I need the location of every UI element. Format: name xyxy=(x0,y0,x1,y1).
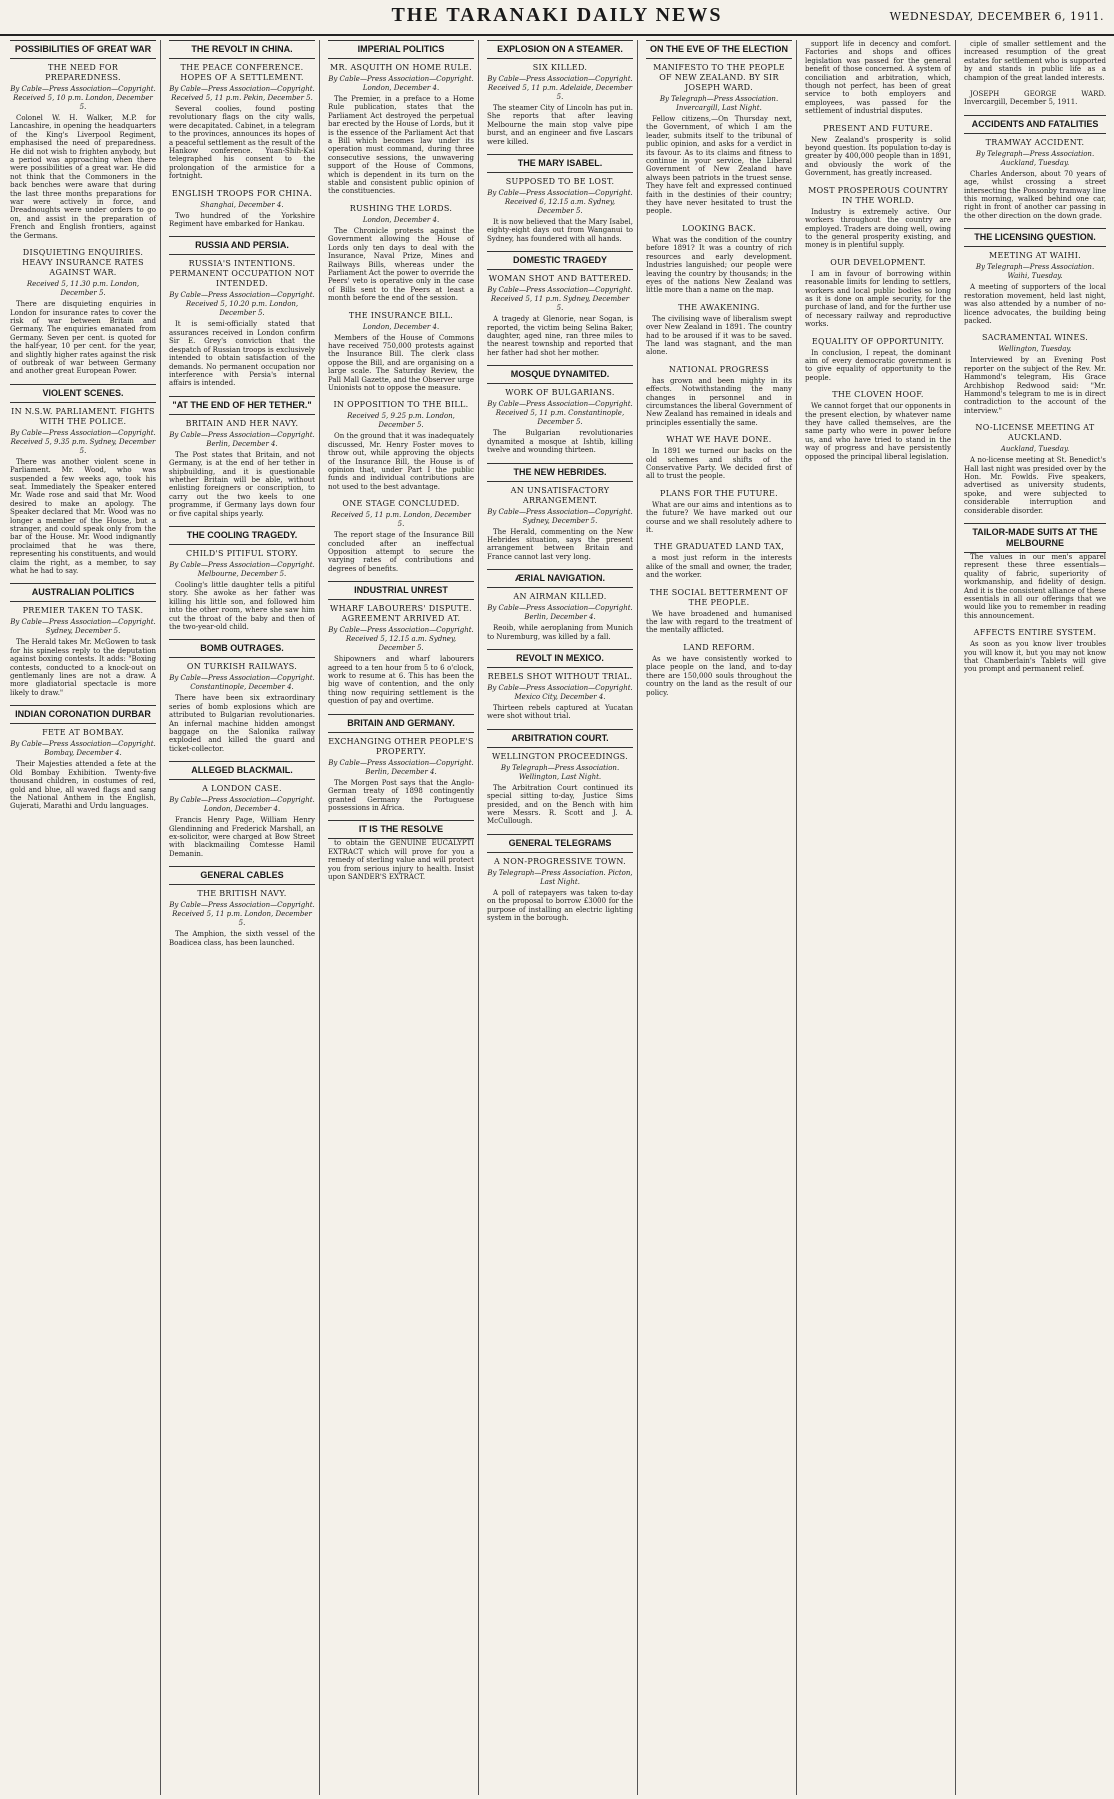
article-body: The civilising wave of liberalism swept over New Zealand in 1891. The country had to be aroused if it was to be saved. The land was stagnant, and the man alone. xyxy=(646,314,792,357)
article-dateline: By Cable—Press Association—Copyright. London, December 4. xyxy=(328,75,474,92)
article-body: The steamer City of Lincoln has put in. She reports that after leaving Melbourne the main stop valve pipe burst, and an engineer and five Lascars were killed. xyxy=(487,104,633,146)
article xyxy=(10,40,156,240)
article xyxy=(646,588,792,635)
article xyxy=(487,649,633,721)
article-headline: THE COOLING TRAGEDY. xyxy=(169,526,315,545)
article xyxy=(10,583,156,697)
article-body: We cannot forget that our opponents in the present election, by whatever name they have called themselves, are the same party who were in power before us, and who have tried to stand in the way of progress and have persistently opposed the principal liberal legislation. xyxy=(805,402,951,461)
article-body: JOSEPH GEORGE WARD. Invercargill, December 5, 1911. xyxy=(964,90,1106,107)
article-dateline: By Cable—Press Association—Copyright. Received 5, 11 p.m. Constantinople, December 5. xyxy=(487,400,633,427)
article-subhead: ONE STAGE CONCLUDED. xyxy=(342,499,460,509)
article xyxy=(964,333,1106,415)
article-subhead: THE INSURANCE BILL. xyxy=(348,310,454,320)
article-dateline: By Telegraph—Press Association. Wellington, Last Night. xyxy=(500,763,620,781)
masthead xyxy=(0,0,1114,36)
article-dateline: London, December 4. xyxy=(362,215,440,224)
article xyxy=(805,258,951,329)
article-body: It is now believed that the Mary Isabel, eighty-eight days out from Wanganui to Sydney, has foundered with all hands. xyxy=(487,218,633,243)
article-subhead: MEETING AT WAIHI. xyxy=(988,251,1082,261)
article xyxy=(10,384,156,576)
article-body: Two hundred of the Yorkshire Regiment have embarked for Hankau. xyxy=(169,211,315,229)
article-headline: AUSTRALIAN POLITICS xyxy=(10,583,156,602)
article xyxy=(328,499,474,573)
article-body: Colonel W. H. Walker, M.P. for Lancashire, in opening the headquarters of the King's Liverpool Regiment, emphasised the need of preparedness. He did not wish to frighten anybody, but a period was approaching when there were possibilities of a great war. He did not think that the Commoners in the back benches were aware that during the last three months preparations for war were actively in force, and Dreadnoughts were under orders to go on, and assist in the preparation of French and English frontiers, against the Germans. xyxy=(10,114,156,240)
article-body: The Arbitration Court continued its special sitting to-day, Justice Sims presided, and on the Bench with him were Messrs. R. Scott and J. A. McCullough. xyxy=(487,783,633,826)
article xyxy=(964,228,1106,325)
article-dateline: By Cable—Press Association—Copyright. Constantinople, December 4. xyxy=(169,674,315,692)
article-body: The Premier, in a preface to a Home Rule publication, states that the Parliament Act destroyed the perpetual bar erected by the House of Lords, but it is the essence of the Parliament Act that a Bill which becomes law under its operation must command, during three consecutive sessions, the unwavering support of the House of Commons, which is dependent in its turn on the stable and consistent public opinion of the constituencies. xyxy=(328,95,474,196)
article-dateline: By Cable—Press Association—Copyright. Mexico City, December 4. xyxy=(487,683,633,701)
article-subhead: MR. ASQUITH ON HOME RULE. xyxy=(329,63,473,72)
article-headline: ÆRIAL NAVIGATION. xyxy=(487,569,633,588)
article-subhead: DISQUIETING ENQUIRIES. HEAVY INSURANCE RATES AGAINST WAR. xyxy=(22,248,144,278)
article xyxy=(805,186,951,250)
column-3 xyxy=(324,40,479,1795)
article-subhead: EXCHANGING OTHER PEOPLE'S PROPERTY. xyxy=(328,736,474,756)
article xyxy=(169,396,315,518)
article-headline: THE MARY ISABEL. xyxy=(487,154,633,173)
article-body: Charles Anderson, about 70 years of age, whilst crossing a street intersecting the Ponsonby tramway line this morning, walked behind one car, right in front of another car passing in the other direction on the down grade. xyxy=(964,169,1106,220)
article-subhead: THE SOCIAL BETTERMENT OF THE PEOPLE. xyxy=(649,587,789,607)
article xyxy=(328,581,474,705)
article-subhead: TRAMWAY ACCIDENT. xyxy=(985,137,1085,147)
article-dateline: By Cable—Press Association—Copyright. Sydney, December 5. xyxy=(487,507,633,525)
article-dateline: By Cable—Press Association—Copyright. Bombay, December 4. xyxy=(10,740,156,758)
article-body: Francis Henry Page, William Henry Glendinning and Frederick Marshall, an ex-solicitor, were charged at Bow Street with blackmailing Comtesse Hamil Demanin. xyxy=(169,816,315,858)
article-headline: ACCIDENTS AND FATALITIES xyxy=(964,115,1106,134)
article-subhead: A NON-PROGRESSIVE TOWN. xyxy=(494,856,626,866)
article-subhead: RUSSIA'S INTENTIONS. PERMANENT OCCUPATION NOT INTENDED. xyxy=(169,259,315,289)
article-subhead: SUPPOSED TO BE LOST. xyxy=(505,177,615,187)
article-subhead: AFFECTS ENTIRE SYSTEM. xyxy=(973,628,1097,638)
article-subhead: EQUALITY OF OPPORTUNITY. xyxy=(811,336,945,346)
article-body: Members of the House of Commons have received 750,000 protests against the Insurance Bill. The clerk class oppose the Bill, and are organising on a large scale. The Saturday Review, the Pall Mall Gazette, and the Observer urge Unionists not to oppose the measure. xyxy=(328,333,474,392)
article-subhead: A LONDON CASE. xyxy=(202,784,282,794)
article-dateline: Received 5, 11 p.m. London, December 5. xyxy=(331,511,471,529)
article xyxy=(646,40,792,216)
article-headline: ARBITRATION COURT. xyxy=(487,729,633,748)
article xyxy=(487,365,633,454)
article xyxy=(964,523,1106,620)
article xyxy=(805,390,951,461)
article-body: I am in favour of borrowing within reasonable limits for lending to settlers, workers and local public bodies so long as it is done on ample security, for the purchase of land, and for the further use of necessary railway and reproductive works. xyxy=(805,269,951,329)
article-dateline: By Cable—Press Association—Copyright. Received 5, 12.15 a.m. Sydney, December 5. xyxy=(328,626,474,653)
article-body: We have broadened and humanised the law with regard to the treatment of the mentally afflicted. xyxy=(646,609,792,635)
article-dateline: By Cable—Press Association—Copyright. Sydney, December 5. xyxy=(10,618,156,636)
article-headline: EXPLOSION ON A STEAMER. xyxy=(487,40,633,59)
article-body: It is semi-officially stated that assurances received in London confirm Sir E. Grey's conviction that the despatch of Russian troops is exclusively intended to obtain satisfaction of the demands. No permanent occupation nor interference with Persia's internal affairs is intended. xyxy=(169,320,315,388)
article-body: Industry is extremely active. Our workers throughout the country are employed. Traders are doing well, owing to the general prosperity existing, and money is in plentiful supply. xyxy=(805,207,951,250)
article-subhead: THE GRADUATED LAND TAX, xyxy=(653,542,785,552)
article xyxy=(964,90,1106,107)
article-body: What are our aims and intentions as to the future? We have marked out our course and we shall resolutely adhere to it. xyxy=(646,500,792,535)
article-subhead: WORK OF BULGARIANS. xyxy=(505,388,615,398)
article-subhead: MOST PROSPEROUS COUNTRY IN THE WORLD. xyxy=(808,185,948,205)
article-headline: "AT THE END OF HER TETHER." xyxy=(169,396,315,415)
article-headline: BOMB OUTRAGES. xyxy=(169,639,315,658)
article xyxy=(964,115,1106,220)
article xyxy=(646,643,792,697)
article-dateline: Received 5, 11.30 p.m. London, December 5. xyxy=(26,280,140,298)
article-body: Thirteen rebels captured at Yucatan were shot without trial. xyxy=(487,703,633,721)
article-body: a most just reform in the interests alike of the small and owner, the trader, and the worker. xyxy=(646,554,792,580)
article-headline: MOSQUE DYNAMITED. xyxy=(487,365,633,384)
article xyxy=(169,639,315,753)
article-headline: RUSSIA AND PERSIA. xyxy=(169,236,315,255)
article-body: As soon as you know liver troubles you will know it, but you may not know that Chamberlain's Tablets will give you prompt and permanent relief. xyxy=(964,640,1106,674)
article-subhead: BRITAIN AND HER NAVY. xyxy=(185,418,299,428)
article xyxy=(487,40,633,146)
article-subhead: RUSHING THE LORDS. xyxy=(349,203,453,213)
article xyxy=(646,303,792,357)
article-subhead: LOOKING BACK. xyxy=(682,223,756,233)
article-subhead: CHILD'S PITIFUL STORY. xyxy=(186,548,298,558)
article-dateline: By Cable—Press Association—Copyright. London, December 4. xyxy=(169,796,315,814)
article-headline: BRITAIN AND GERMANY. xyxy=(328,714,474,733)
article xyxy=(805,337,951,383)
article-body: The Amphion, the sixth vessel of the Boadicea class, has been launched. xyxy=(169,930,315,947)
article-body: The Herald, commenting on the New Hebrides situation, says the present arrangement between Britain and France cannot last very long. xyxy=(487,527,633,561)
article-dateline: By Cable—Press Association—Copyright. Received 5, 11 p.m. Pekin, December 5. xyxy=(169,85,315,102)
article-subhead: WELLINGTON PROCEEDINGS. xyxy=(491,751,629,761)
article-body: has grown and been mighty in its effects. Notwithstanding the many changes in personnel and in circumstances the liberal Government of New Zealand has remained in ideals and principles essentially the same. xyxy=(646,376,792,427)
article xyxy=(964,423,1106,515)
article xyxy=(487,569,633,641)
article-body: ciple of smaller settlement and the increased resumption of the great estates for settlement who is supported by and stands in public life as a champion of the great landed interests. xyxy=(964,40,1106,82)
column-4 xyxy=(483,40,638,1795)
article-subhead: THE NEED FOR PREPAREDNESS. xyxy=(45,63,121,82)
article-dateline: By Cable—Press Association—Copyright. Received 5, 10.20 p.m. London, December 5. xyxy=(169,291,315,318)
article xyxy=(646,365,792,427)
article xyxy=(805,124,951,178)
article-subhead: WOMAN SHOT AND BATTERED. xyxy=(488,274,632,284)
article-headline: TAILOR-MADE SUITS AT THE MELBOURNE xyxy=(964,523,1106,553)
article xyxy=(328,400,474,491)
article xyxy=(646,224,792,295)
article-body: There are disquieting enquiries in London for insurance rates to cover the risk of war between Britain and Germany. The enquiries emanated from Germany. Seven per cent. is quoted for the half-year, 10 per cent. for the year, and slightly higher rates against the risk of outbreak of war between Germany and another great European Power. xyxy=(10,300,156,376)
article-body: support life in decency and comfort. Factories and shops and offices legislation was passed for the general benefit of those concerned. A system of conciliation and arbitration, which, though not perfect, has been of great service to both employers and employees, was passed for the settlement of industrial disputes. xyxy=(805,40,951,116)
article-dateline: London, December 4. xyxy=(362,322,440,331)
article-subhead: NATIONAL PROGRESS xyxy=(668,364,770,374)
article-headline: THE REVOLT IN CHINA. xyxy=(169,40,315,59)
article-headline: GENERAL TELEGRAMS xyxy=(487,834,633,853)
article-body: On the ground that it was inadequately discussed, Mr. Henry Foster moves to throw out, while approving the objects of the Insurance Bill, the House is of opinion that, under Part I the public funds and individual contributions are not used to the best advantage. xyxy=(328,432,474,491)
article-subhead: THE BRITISH NAVY. xyxy=(197,889,287,899)
article-subhead: REBELS SHOT WITHOUT TRIAL. xyxy=(487,671,633,681)
article-body: The Bulgarian revolutionaries dynamited a mosque at Ishtib, killing twelve and wounding thirteen. xyxy=(487,429,633,455)
article-headline: THE NEW HEBRIDES. xyxy=(487,463,633,482)
article-subhead: THE PEACE CONFERENCE. HOPES OF A SETTLEMENT. xyxy=(180,63,304,82)
article-dateline: By Telegraph—Press Association. Auckland, Tuesday. xyxy=(975,149,1095,167)
article-body: A poll of ratepayers was taken to-day on the proposal to borrow £3000 for the purpose of installing an electric lighting system in the borough. xyxy=(487,888,633,922)
article-dateline: By Telegraph—Press Association. Picton, Last Night. xyxy=(487,868,633,886)
article xyxy=(169,40,315,181)
article xyxy=(169,761,315,858)
article-dateline: Auckland, Tuesday. xyxy=(1000,445,1070,454)
column-7 xyxy=(960,40,1110,1795)
column-1 xyxy=(6,40,161,1795)
article-headline: IMPERIAL POLITICS xyxy=(328,40,474,59)
article-subhead: SIX KILLED. xyxy=(532,63,588,72)
article-body: Shipowners and wharf labourers agreed to a ten hour from 5 to 6 o'clock, work to resume at 6. This has been the big wave of contention, and the only thing now requiring settlement is the question of pay and overtime. xyxy=(328,655,474,706)
article-headline: ALLEGED BLACKMAIL. xyxy=(169,761,315,780)
article-dateline: By Telegraph—Press Association. Invercargill, Last Night. xyxy=(659,95,779,112)
article xyxy=(646,542,792,579)
article-subhead: NO-LICENSE MEETING AT AUCKLAND. xyxy=(975,423,1095,443)
article-subhead: WHARF LABOURERS' DISPUTE. AGREEMENT ARRIVED AT. xyxy=(330,604,472,624)
article-headline: INDUSTRIAL UNREST xyxy=(328,581,474,600)
article-subhead: PREMIER TAKEN TO TASK. xyxy=(22,606,144,616)
article-headline: IT IS THE RESOLVE xyxy=(328,820,474,839)
article-body: A tragedy at Glenorie, near Sogan, is reported, the victim being Selina Baker, daughter, aged nine, ran three miles to the nearest township and reported that her father had shot her mother. xyxy=(487,315,633,357)
article-subhead: THE AWAKENING. xyxy=(678,302,760,312)
article-body: There have been six extraordinary series of bomb explosions which are attributed to Bulgarian revolutionaries. An infernal machine hidden amongst baggage on the Salonika railway exploded and killed the guard and ticket-collector. xyxy=(169,694,315,753)
article-subhead: ENGLISH TROOPS FOR CHINA. xyxy=(171,188,313,198)
article xyxy=(487,834,633,923)
article-body: A no-license meeting at St. Benedict's Hall last night was presided over by the Hon. Mr. Fowlds. Five speakers, advertised as university students, spoke, and were subjected to considerable interruption and considerable disorder. xyxy=(964,456,1106,515)
article-body: In conclusion, I repeat, the dominant aim of every democratic government is to give equality of opportunity to the people. xyxy=(805,348,951,382)
article-subhead: PLANS FOR THE FUTURE. xyxy=(660,488,778,498)
article-subhead: IN N.S.W. PARLIAMENT. FIGHTS WITH THE POLICE. xyxy=(11,406,155,426)
article-body: The Morgen Post says that the Anglo-German treaty of 1898 contingently granted Germany the Portuguese possessions in Africa. xyxy=(328,778,474,812)
article xyxy=(805,40,951,116)
article-body: Several coolies, found posting revolutionary flags on the city walls, were decapitated. Cabinet, in a telegram to the provinces, announces its hopes of a peaceful settlement as the result of the Hankow conference. Yuan-Shih-Kai telegraphed his consent to the prolongation of the armistice for a fortnight. xyxy=(169,105,315,181)
article xyxy=(328,204,474,303)
article xyxy=(487,729,633,826)
article-dateline: By Cable—Press Association—Copyright. Received 6, 12.15 a.m. Sydney, December 5. xyxy=(487,189,633,216)
article xyxy=(646,489,792,535)
article-body: There was another violent scene in Parliament. Mr. Wood, who was suspended a few weeks ago, took his seat. Immediately the Speaker entered Mr. Wade rose and said that Mr. Wood desired to make an apology. The Speaker declared that Mr. Wood was no longer a member of the House, but a stranger, and could speak only from the bar of the House. Mr. Wood indignantly proclaimed that he was there, representing his constituents, and would claim the right, as a member, to say what he had to say. xyxy=(10,457,156,576)
article-dateline: Shanghai, December 4. xyxy=(200,200,284,209)
article xyxy=(328,714,474,813)
article xyxy=(10,248,156,376)
article xyxy=(328,820,474,881)
article-body: Reoib, while aeroplaning from Munich to Nuremburg, was killed by a fall. xyxy=(487,624,633,641)
issue-date: WEDNESDAY, DECEMBER 6, 1911. xyxy=(889,10,1104,23)
article-dateline: By Cable—Press Association—Copyright. Received 5, 9.35 p.m. Sydney, December 5. xyxy=(10,428,156,455)
article-dateline: Wellington, Tuesday. xyxy=(998,345,1072,354)
article-body: The Herald takes Mr. McGowen to task for his spineless reply to the deputation against boxing contests. It adds: "Boxing contests, conducted to a knock-out on gentlemanly lines are not a draw. A more gladiatorial spectacle is more likely to draw." xyxy=(10,638,156,697)
article-body: What was the condition of the country before 1891? It was a country of rich resources and early development. Industries languished; our people were leaving the country by thousands; in the eyes of the nations New Zealand was little more than a name on the map. xyxy=(646,235,792,295)
article-subhead: FETE AT BOMBAY. xyxy=(42,728,124,738)
article xyxy=(169,526,315,631)
article-dateline: By Cable—Press Association—Copyright. Melbourne, December 5. xyxy=(169,560,315,578)
article-body: Interviewed by an Evening Post reporter on the subject of the Rev. Mr. Hammond's telegram, His Grace Archbishop Redwood said: "Mr. Hammond's telegram to me is in direct contradiction to the account of the interview." xyxy=(964,356,1106,415)
article xyxy=(169,236,315,387)
article-headline: DOMESTIC TRAGEDY xyxy=(487,251,633,270)
article xyxy=(487,463,633,562)
article-body: The Post states that Britain, and not Germany, is at the end of her tether in shipbuilding, and it is questionable whether Britain will be able, without enlisting foreigners or conscription, to carry out the two keels to one programme, if Germany lays down four or five capital ships yearly. xyxy=(169,450,315,518)
article xyxy=(328,311,474,393)
column-6 xyxy=(801,40,956,1795)
article xyxy=(487,154,633,243)
article-body: In 1891 we turned our backs on the old schemes and shifts of the Conservative Party. We decided first of all to trust the people. xyxy=(646,447,792,481)
column-2 xyxy=(165,40,320,1795)
article xyxy=(964,40,1106,82)
article-body: to obtain the GENUINE EUCALYPTI EXTRACT which will prove for you a remedy of sterling value and will protect you from serious injury to health. Insist upon SANDER'S EXTRACT. xyxy=(328,839,474,881)
column-5 xyxy=(642,40,797,1795)
article-subhead: IN OPPOSITION TO THE BILL. xyxy=(333,400,469,410)
article-subhead: ON TURKISH RAILWAYS. xyxy=(186,662,298,672)
article-dateline: By Cable—Press Association—Copyright. Received 5, 11 p.m. London, December 5. xyxy=(169,901,315,928)
article-dateline: By Cable—Press Association—Copyright. Berlin, December 4. xyxy=(487,604,633,622)
article-dateline: By Cable—Press Association—Copyright. Received 5, 10 p.m. London, December 5. xyxy=(10,85,156,111)
article-subhead: LAND REFORM. xyxy=(683,642,755,652)
article-body: As we have consistently worked to place people on the land, and to-day there are 150,000 souls throughout the country on the land as the result of our policy. xyxy=(646,654,792,697)
article-body: The Chronicle protests against the Government allowing the House of Lords only ten days to deal with the Insurance, Naval Prize, Mines and Railways Bills, whereas under the Parliament Act the power to override the Peers' veto is operative only in the case of Bills sent to the Peers at least a month before the end of the session. xyxy=(328,226,474,303)
newspaper-title: THE TARANAKI DAILY NEWS xyxy=(391,4,723,26)
article-dateline: By Cable—Press Association—Copyright. Received 5, 11 p.m. Adelaide, December 5. xyxy=(487,75,633,101)
article xyxy=(964,628,1106,674)
article xyxy=(10,705,156,810)
article-subhead: PRESENT AND FUTURE. xyxy=(823,123,933,133)
article-body: The values in our men's apparel represent these three essentials—quality of fabric, superiority of workmanship, and fidelity of design. And it is the consistent alliance of these essentials in all our offerings that we would like you to remember in reading this announcement. xyxy=(964,553,1106,620)
article-body: The report stage of the Insurance Bill concluded after an ineffectual Opposition attempt to secure the varying rates of contributions and degrees of benefits. xyxy=(328,531,474,573)
article-headline: ON THE EVE OF THE ELECTION xyxy=(646,40,792,59)
article-body: A meeting of supporters of the local restoration movement, held last night, was also attended by a number of no-licence advocates, the building being packed. xyxy=(964,283,1106,325)
article-dateline: By Telegraph—Press Association. Waihi, Tuesday. xyxy=(975,263,1095,281)
article xyxy=(169,866,315,947)
article xyxy=(487,251,633,357)
article xyxy=(328,40,474,196)
article-body: New Zealand's prosperity is solid beyond question. Its population to-day is greater by 400,000 people than in 1891, and obviously the work of the Government, has greatly increased. xyxy=(805,135,951,178)
article-subhead: AN AIRMAN KILLED. xyxy=(513,592,607,602)
article-subhead: OUR DEVELOPMENT. xyxy=(830,257,926,267)
article-dateline: By Cable—Press Association—Copyright. Berlin, December 4. xyxy=(169,430,315,448)
article-dateline: Received 5, 9.25 p.m. London, December 5. xyxy=(347,412,455,430)
article-dateline: By Cable—Press Association—Copyright. Received 5, 11 p.m. Sydney, December 5. xyxy=(487,286,633,313)
article-headline: THE LICENSING QUESTION. xyxy=(964,228,1106,247)
article-subhead: WHAT WE HAVE DONE. xyxy=(666,435,772,445)
article-headline: INDIAN CORONATION DURBAR xyxy=(10,705,156,724)
article-headline: REVOLT IN MEXICO. xyxy=(487,649,633,668)
article-headline: GENERAL CABLES xyxy=(169,866,315,885)
article xyxy=(646,435,792,481)
article-dateline: By Cable—Press Association—Copyright. Berlin, December 4. xyxy=(328,758,474,776)
article-body: Fellow citizens,—On Thursday next, the Government, of which I am the leader, submits itself to the tribunal of public opinion, and asks for a verdict in its favour. As to its claims and fitness to continue in your service, the Liberal Government of New Zealand have always been patriots in the truest sense. They have felt and expressed continued faith in the destinies of their country; they have never hesitated to trust the people. xyxy=(646,115,792,216)
article-subhead: SACRAMENTAL WINES. xyxy=(981,333,1089,343)
article-subhead: MANIFESTO TO THE PEOPLE OF NEW ZEALAND. BY SIR JOSEPH WARD. xyxy=(653,63,785,92)
article-body: Their Majesties attended a fete at the Old Bombay Exhibition. Twenty-five thousand children, in costumes of red, gold and blue, all waved flags and sang the National Anthem in the English, Gujerati, Marathi and Urdu languages. xyxy=(10,760,156,811)
article xyxy=(169,189,315,229)
article-subhead: AN UNSATISFACTORY ARRANGEMENT. xyxy=(510,485,610,505)
article-subhead: THE CLOVEN HOOF. xyxy=(832,390,924,400)
article-headline: VIOLENT SCENES. xyxy=(10,384,156,403)
article-headline: POSSIBILITIES OF GREAT WAR xyxy=(10,40,156,59)
article-body: Cooling's little daughter tells a pitiful story. She awoke as her father was killing his little son, and followed him into the other room, where she saw him cut the throat of the baby and then of the two-year-old child. xyxy=(169,580,315,631)
